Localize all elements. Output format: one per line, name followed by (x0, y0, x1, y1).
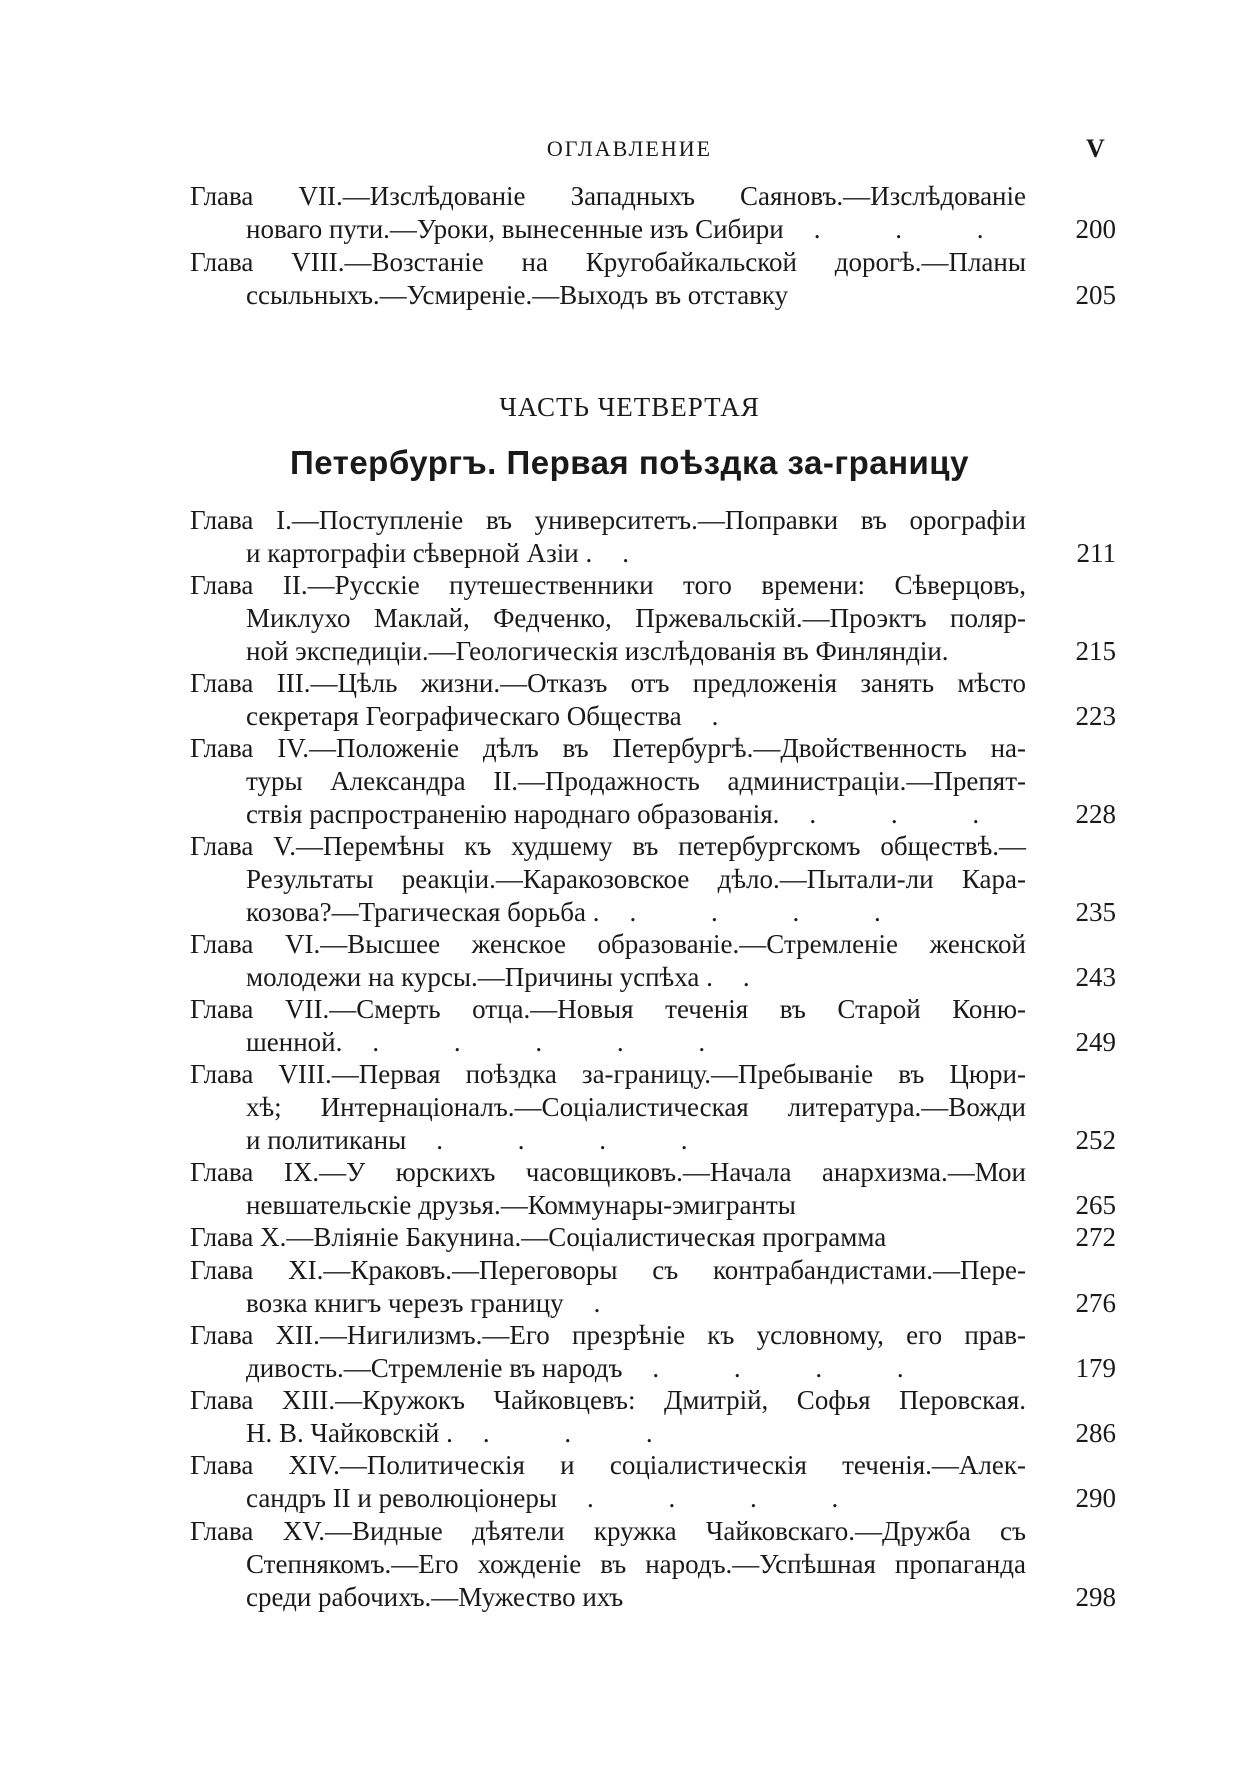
toc-leader-dots: . . . . . (372, 1027, 740, 1057)
toc-entry-text: Глава VII.—Смерть отца.—Новыя теченія въ Старой Коню- (190, 994, 1026, 1024)
page-number: V (1086, 134, 1105, 163)
toc-leader-dots: . . . . (629, 897, 915, 927)
toc-entry-line (190, 246, 1116, 279)
toc-entry-line (190, 863, 1116, 896)
toc-entry-line (190, 1417, 1116, 1450)
toc-entry (190, 993, 1116, 1059)
toc-entry (190, 569, 1116, 668)
toc-entry-text: Глава XII.—Нигилизмъ.—Его презрѣніе къ условному, его прав- (190, 1320, 1026, 1350)
toc-leader-dots: . . . (482, 1418, 687, 1449)
toc-entry-line (190, 1581, 1116, 1614)
toc-entry-text: шенной. (246, 1027, 343, 1057)
toc-entry-line (190, 896, 1116, 929)
toc-page-number: 286 (1075, 1418, 1116, 1449)
toc-page-number: 205 (1075, 280, 1116, 310)
toc-entry-text: Глава XIII.—Кружокъ Чайковцевъ: Дмитрій, Софья Перовская. (190, 1385, 1026, 1416)
toc-entry (190, 1449, 1116, 1515)
running-head (0, 136, 1259, 166)
toc-entry-text: Глава X.—Вліяніе Бакунина.—Соціалистическая программа (190, 1222, 887, 1253)
toc-entry-text: и политиканы (246, 1125, 407, 1156)
toc-entry-line (190, 830, 1116, 863)
toc-entry-text: Глава VIII.—Первая поѣздка за-границу.—Пребываніе въ Цюри- (190, 1059, 1026, 1090)
toc-entry-text: Глава XIV.—Политическія и соціалистическія теченія.—Алек- (190, 1450, 1026, 1481)
toc-entry-line (190, 213, 1116, 246)
toc-entry-text: Глава XI.—Краковъ.—Переговоры съ контрабандистами.—Пере- (190, 1254, 1026, 1285)
part-subtitle: Петербургъ. Первая поѣздка за-границу (290, 444, 969, 481)
toc-entry (190, 1515, 1116, 1614)
toc-page-number: 243 (1075, 961, 1116, 992)
toc-entry (190, 667, 1116, 733)
toc-entry-text: Глава IV.—Положеніе дѣлъ въ Петербургѣ.—Двойственность на- (190, 733, 1026, 764)
page-title: ОГЛАВЛЕНИЕ (546, 136, 713, 161)
toc-entry-text: хѣ; Интернаціоналъ.—Соціалистическая литература.—Вожди (246, 1092, 1026, 1123)
toc-entry-line (190, 993, 1116, 1026)
toc-page-number: 290 (1075, 1483, 1116, 1514)
toc-entry-text: дивость.—Стремленіе въ народъ (246, 1353, 623, 1383)
toc-page-number: 228 (1075, 799, 1116, 830)
toc-entry-line (190, 1124, 1116, 1157)
toc-entry-text: и картографіи сѣверной Азіи . (246, 538, 593, 568)
toc-entry-text: Глава II.—Русскіе путешественники того времени: Сѣверцовъ, (190, 570, 1026, 601)
toc-entry-text: Глава VI.—Высшее женское образованіе.—Стремленіе женской (190, 928, 1026, 959)
toc-entry-line (190, 1482, 1116, 1515)
toc-entry-line (190, 1449, 1116, 1482)
toc-entry-line (190, 928, 1116, 961)
toc-entry-text: молодежи на курсы.—Причины успѣха . (246, 961, 713, 992)
toc-entry-text: невшательскіе друзья.—Коммунары-эмигранты (246, 1190, 796, 1220)
toc-entry-text: Глава V.—Перемѣны къ худшему въ петербургскомъ обществѣ.— (190, 831, 1026, 861)
toc-entry-text: Миклухо Маклай, Федченко, Пржевальскій.—Проэктъ поляр- (246, 603, 1026, 634)
toc-entry-text: ствія распространенію народнаго образованія. (246, 799, 780, 830)
toc-entry-line (190, 732, 1116, 765)
toc-entry-line (190, 961, 1116, 994)
toc-page-number: 211 (1076, 538, 1116, 568)
toc-entry-text: Н. В. Чайковскій . (246, 1418, 453, 1449)
toc-entry-line (190, 1189, 1116, 1222)
toc-entry-text: новаго пути.—Уроки, вынесенные изъ Сибири (246, 214, 784, 244)
toc-entry-line (190, 1026, 1116, 1059)
toc-entry-text: Результаты реакціи.—Каракозовское дѣло.—Пытали-ли Кара- (246, 864, 1026, 894)
toc-entry-line (190, 1548, 1116, 1581)
toc-page-number: 215 (1075, 636, 1116, 667)
toc-leader-dots: . (593, 1287, 635, 1318)
toc-entry (190, 928, 1116, 994)
toc-entry-line (190, 1352, 1116, 1385)
toc-page-number: 235 (1075, 897, 1116, 927)
toc-page-number: 276 (1075, 1287, 1116, 1318)
toc-entry-text: Степнякомъ.—Его хожденіе въ народъ.—Успѣшная пропаганда (246, 1548, 1026, 1579)
toc-page-number: 223 (1075, 701, 1116, 731)
toc-entry-line (190, 1515, 1116, 1548)
toc-entry (190, 504, 1116, 570)
toc-entry-text: секретаря Географическаго Общества (246, 701, 682, 731)
toc-entry-text: ной экспедиціи.—Геологическія изслѣдованія въ Финляндіи. (246, 636, 949, 667)
toc-leader-dots: . . . . (436, 1125, 722, 1156)
toc-entry-text: возка книгъ черезъ границу (246, 1287, 564, 1318)
toc-entry-line (190, 635, 1116, 668)
toc-entry-line (190, 765, 1116, 798)
toc-entry-line (190, 667, 1116, 700)
toc-entry (190, 830, 1116, 929)
toc-entry-line (190, 569, 1116, 602)
toc-entry (190, 1058, 1116, 1157)
toc-entry-line (190, 1319, 1116, 1352)
toc-page-number: 249 (1075, 1027, 1116, 1057)
toc-entry-text: сандръ II и революціонеры (246, 1483, 557, 1514)
toc-page-number: 298 (1075, 1581, 1116, 1612)
toc-entry (190, 180, 1116, 246)
toc-entry-line (190, 1221, 1116, 1254)
toc-entry (190, 246, 1116, 312)
toc-entry (190, 1156, 1116, 1222)
toc-entry-text: Глава I.—Поступленіе въ университетъ.—Поправки въ орографіи (190, 505, 1026, 535)
toc-page-number: 200 (1075, 214, 1116, 244)
toc-leader-dots: . . . (809, 799, 1014, 830)
toc-entry-text: Глава III.—Цѣль жизни.—Отказъ отъ предложенія занять мѣсто (190, 668, 1026, 698)
toc-entry-line (190, 1254, 1116, 1287)
toc-page-number: 265 (1075, 1190, 1116, 1220)
toc-page-number: 272 (1075, 1222, 1116, 1253)
toc-entry-line (190, 1091, 1116, 1124)
toc-entry-text: Глава XV.—Видные дѣятели кружка Чайковскаго.—Дружба съ (190, 1515, 1026, 1546)
toc-leader-dots: . (622, 538, 663, 568)
toc-entry-line (190, 537, 1116, 570)
toc-entry-line (190, 700, 1116, 733)
toc-leader-dots: . . . . (652, 1353, 938, 1383)
part-title: ЧАСТЬ ЧЕТВЕРТАЯ (499, 392, 760, 422)
toc-entry-line (190, 1156, 1116, 1189)
toc-entry-text: Глава VII.—Изслѣдованіе Западныхъ Саяновъ.—Изслѣдованіе (190, 181, 1026, 211)
toc-leader-dots: . . . . (587, 1483, 873, 1514)
toc-leader-dots: . . . (813, 214, 1018, 244)
toc-page-number: 179 (1075, 1353, 1116, 1383)
toc-entry-line (190, 798, 1116, 831)
toc-entry-line (190, 602, 1116, 635)
toc-entry-line (190, 1287, 1116, 1320)
toc-entry (190, 1254, 1116, 1320)
toc-entry (190, 1319, 1116, 1385)
toc-entry-text: ссыльныхъ.—Усмиреніе.—Выходъ въ отставку (246, 280, 789, 310)
toc-entry-text: Глава VIII.—Возстаніе на Кругобайкальской дорогѣ.—Планы (190, 247, 1026, 277)
toc-entry-text: туры Александра II.—Продажность администраціи.—Препят- (246, 766, 1026, 797)
toc-entry-line (190, 180, 1116, 213)
toc-entry (190, 732, 1116, 831)
toc-entry-line (190, 1384, 1116, 1417)
toc-entry (190, 1221, 1116, 1254)
toc-entry (190, 1384, 1116, 1450)
toc-entry-text: козова?—Трагическая борьба . (246, 897, 600, 927)
toc-entry-line (190, 279, 1116, 312)
toc-entry-text: среди рабочихъ.—Мужество ихъ (246, 1581, 624, 1612)
toc-entry-line (190, 504, 1116, 537)
toc-leader-dots: . (711, 701, 753, 731)
toc-page-number: 252 (1075, 1125, 1116, 1156)
toc-entry-text: Глава IX.—У юрскихъ часовщиковъ.—Начала анархизма.—Мои (190, 1157, 1026, 1187)
toc-leader-dots: . (742, 961, 784, 992)
toc-entry-line (190, 1058, 1116, 1091)
